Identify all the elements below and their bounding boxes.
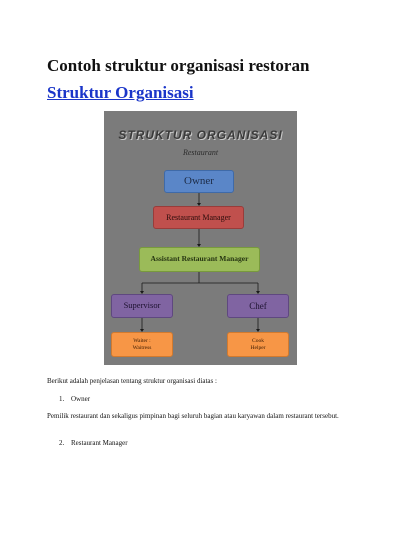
node-chef-label: Chef: [249, 300, 267, 311]
intro-paragraph: Berikut adalah penjelasan tentang struktur organisasi diatas :: [47, 377, 217, 385]
node-waiter-line1: Waiter :: [133, 338, 151, 345]
node-restaurant-manager-label: Restaurant Manager: [166, 212, 231, 222]
section-heading-link[interactable]: Struktur Organisasi: [47, 83, 194, 102]
node-assistant-manager: [139, 247, 260, 272]
list-item-owner: [59, 395, 90, 404]
org-chart-subheading: Restaurant: [182, 148, 219, 157]
node-cook-line2: Helper: [250, 344, 266, 351]
org-chart-connectors: [104, 111, 297, 365]
list-item-restaurant-manager: [59, 439, 128, 448]
node-supervisor: [111, 294, 173, 318]
org-chart-image: [104, 111, 297, 365]
node-waiter-line2: Waitress: [132, 344, 152, 351]
node-owner-label: Owner: [184, 175, 214, 188]
list-number: 2.: [59, 439, 65, 447]
node-assistant-manager-label: Assistant Restaurant Manager: [150, 254, 249, 264]
node-supervisor-label: Supervisor: [123, 300, 161, 311]
node-chef: [227, 294, 289, 318]
list-label: Restaurant Manager: [71, 439, 128, 447]
org-chart-heading: STRUKTUR ORGANISASI: [118, 128, 283, 142]
node-cook: [227, 332, 289, 357]
node-cook-line1: Cook: [252, 338, 264, 345]
list-label: Owner: [71, 395, 91, 403]
page-title: Contoh struktur organisasi restoran: [47, 56, 310, 75]
node-restaurant-manager: [153, 206, 244, 229]
node-owner: [164, 170, 234, 193]
list-number: 1.: [59, 395, 65, 403]
node-waiter: [111, 332, 173, 357]
owner-description: Pemilik restaurant dan sekaligus pimpinan bagi seluruh bagian atau karyawan dalam restaurant tersebut.: [47, 412, 339, 420]
